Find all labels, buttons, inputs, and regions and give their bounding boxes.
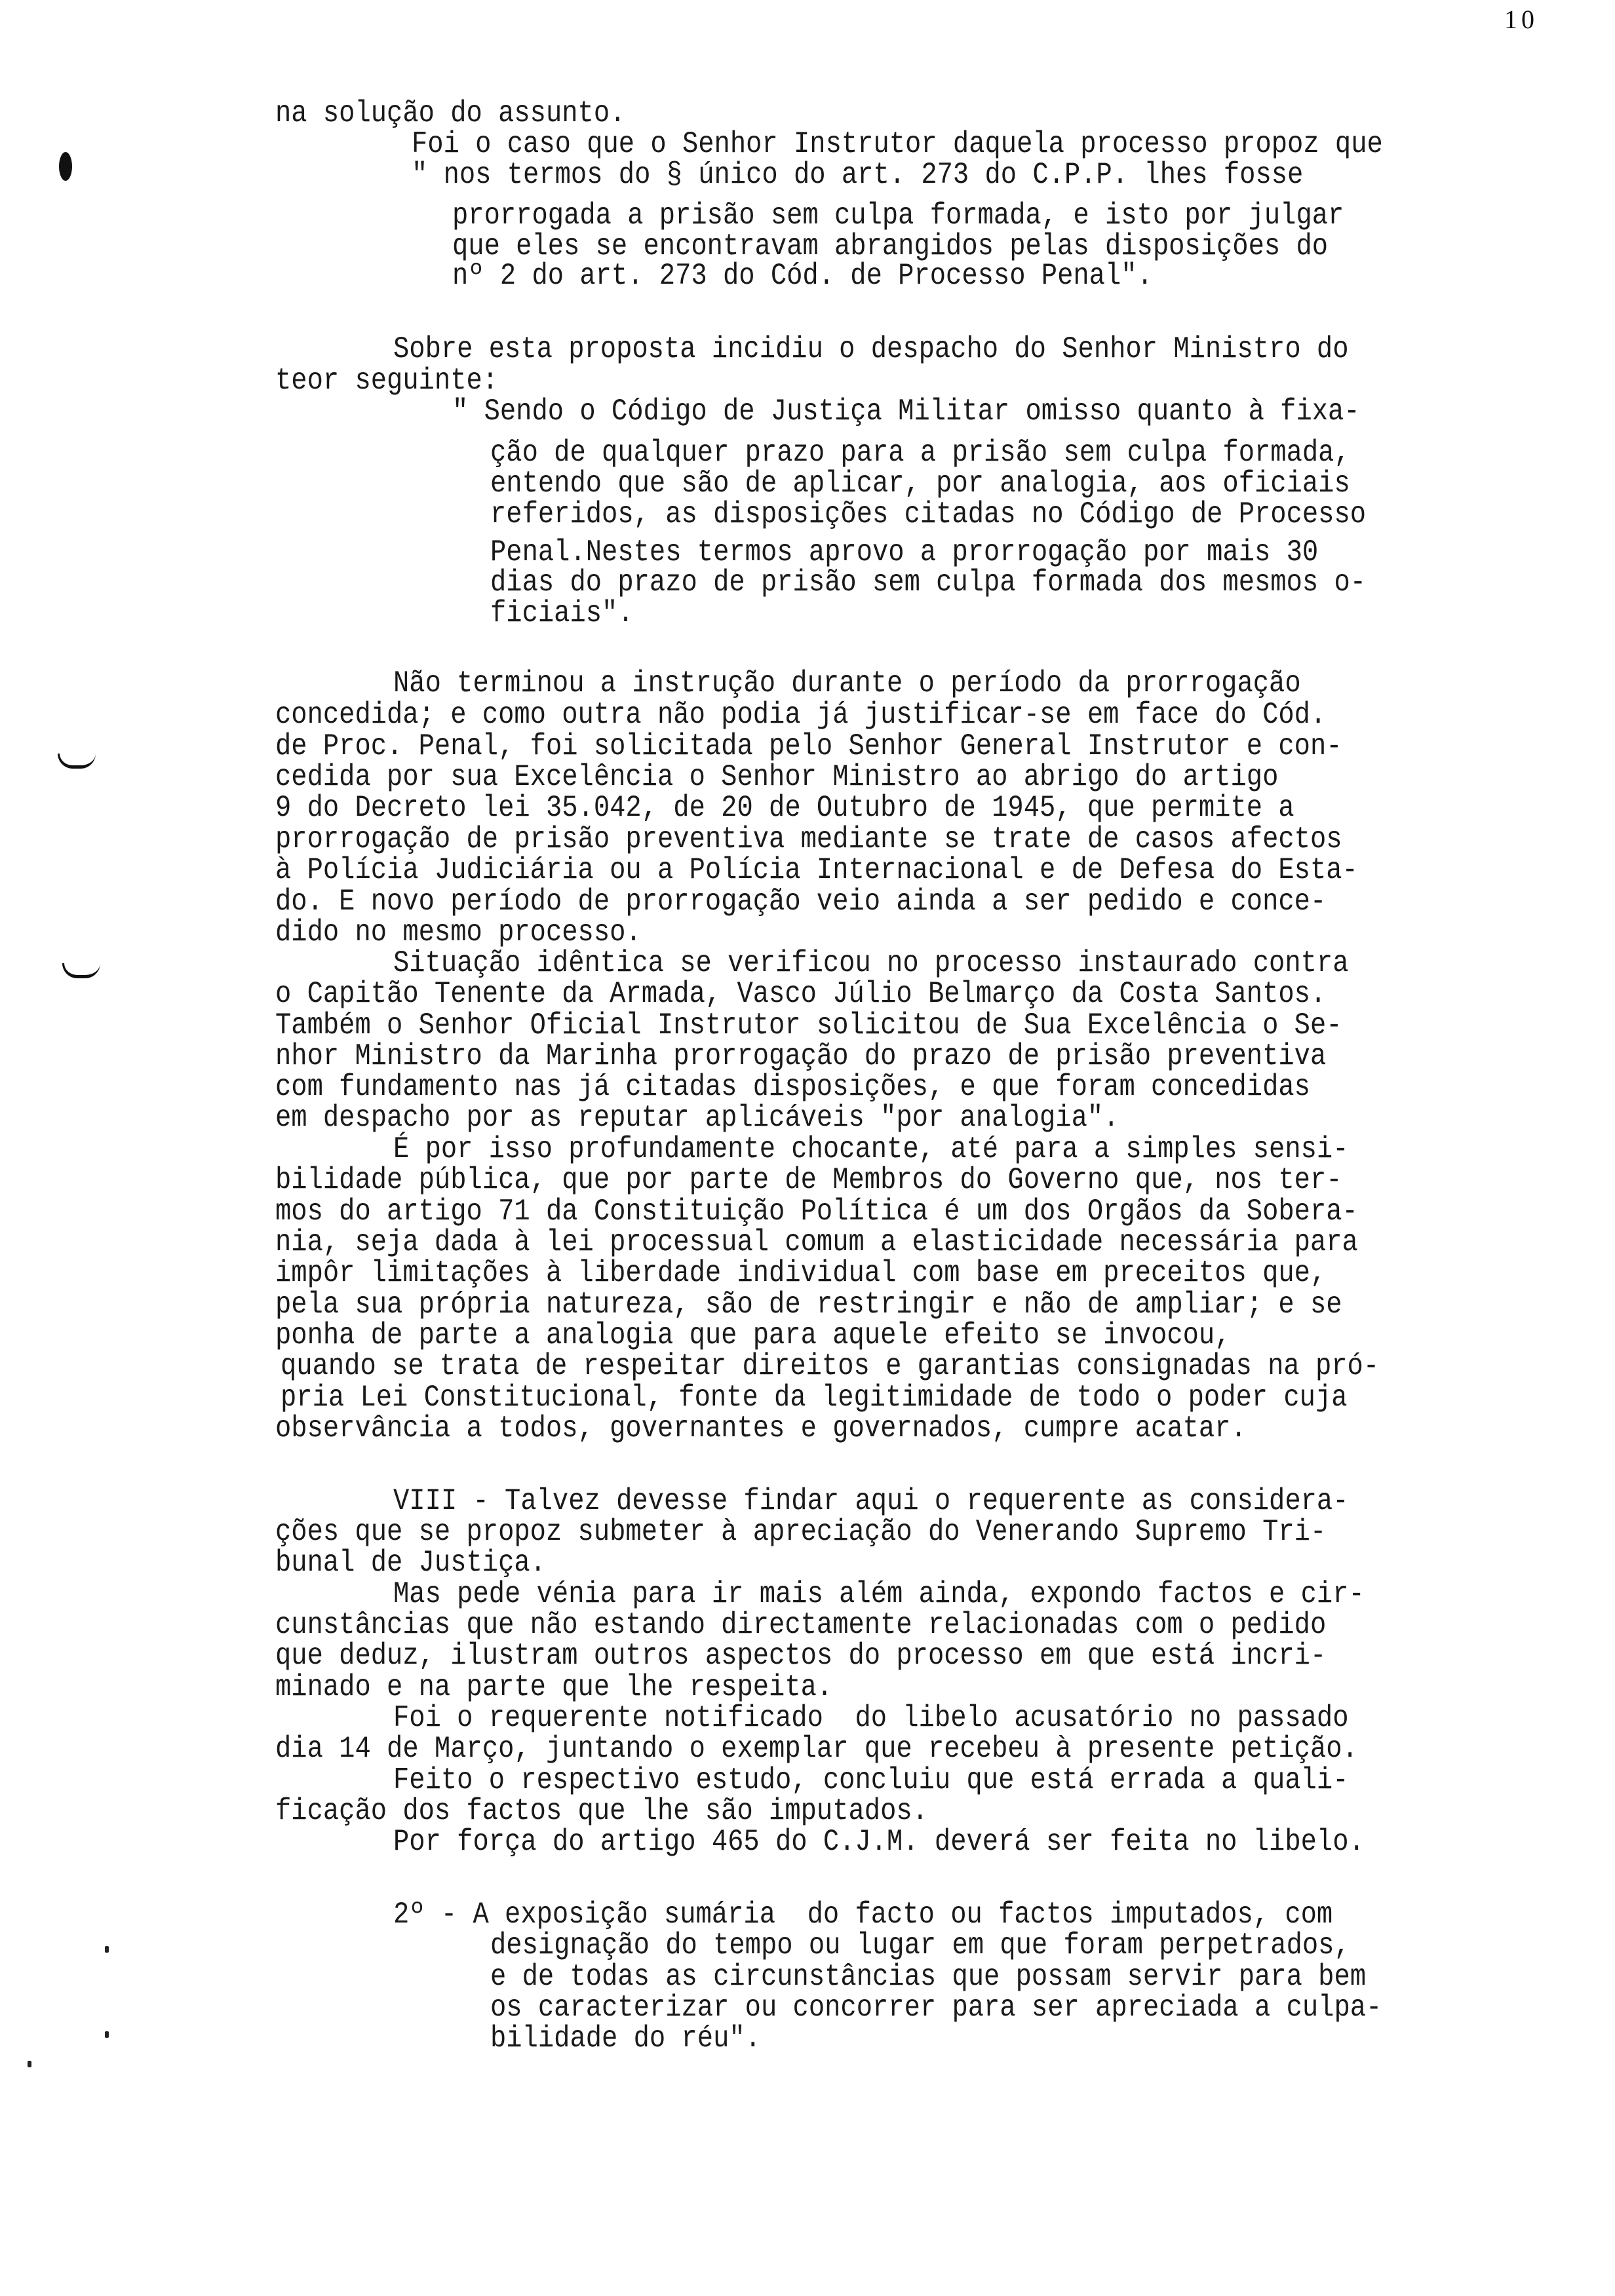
text-line: ponha de parte a analogia que para aquele efeito se invocou,: [275, 1318, 1231, 1352]
text-line: ficação dos factos que lhe são imputados.: [275, 1794, 928, 1828]
text-line: cunstâncias que não estando directamente relacionadas com o pedido: [275, 1608, 1327, 1642]
text-line: Foi o requerente notificado do libelo acusatório no passado: [393, 1701, 1349, 1735]
text-line: do. E novo período de prorrogação veio ainda a ser pedido e conce-: [275, 885, 1327, 919]
text-line: cedida por sua Excelência o Senhor Ministro ao abrigo do artigo: [275, 760, 1279, 794]
text-line: nia, seja dada à lei processual comum a elasticidade necessária para: [275, 1225, 1358, 1259]
text-line: bilidade do réu".: [490, 2021, 761, 2056]
text-line: e de todas as circunstâncias que possam servir para bem: [490, 1960, 1367, 1994]
text-line: Por força do artigo 465 do C.J.M. deverá ser feita no libelo.: [393, 1825, 1365, 1859]
ink-speck-icon: [105, 2031, 109, 2038]
punch-hole-arc-icon: [58, 754, 96, 769]
text-line: pria Lei Constitucional, fonte da legitimidade de todo o poder cuja: [281, 1381, 1348, 1415]
text-line: pela sua própria natureza, são de restringir e não de ampliar; e se: [275, 1288, 1342, 1322]
text-line: designação do tempo ou lugar em que foram perpetrados,: [490, 1928, 1350, 1962]
text-line: o Capitão Tenente da Armada, Vasco Júlio Belmarço da Costa Santos.: [275, 977, 1327, 1011]
text-line: prorrogação de prisão preventiva mediante se trate de casos afectos: [275, 822, 1342, 856]
text-line: ções que se propoz submeter à apreciação do Venerando Supremo Tri-: [275, 1515, 1327, 1549]
text-line: dido no mesmo processo.: [275, 915, 642, 949]
text-line: É por isso profundamente chocante, até para a simples sensi-: [393, 1132, 1349, 1166]
text-line: Penal.Nestes termos aprovo a prorrogação por mais 30: [490, 535, 1319, 569]
text-line: " nos termos do § único do art. 273 do C.P.P. lhes fosse: [412, 158, 1304, 192]
text-line: à Polícia Judiciária ou a Polícia Internacional e de Defesa do Esta-: [275, 853, 1358, 887]
text-line: referidos, as disposições citadas no Código de Processo: [490, 497, 1367, 531]
punch-hole-dot-icon: [59, 152, 72, 181]
text-line: ção de qualquer prazo para a prisão sem culpa formada,: [490, 436, 1350, 470]
text-line: observância a todos, governantes e governados, cumpre acatar.: [275, 1411, 1247, 1445]
text-line: bilidade pública, que por parte de Membros do Governo que, nos ter-: [275, 1163, 1342, 1197]
text-line: 2º - A exposição sumária do facto ou factos imputados, com: [393, 1898, 1333, 1932]
text-line: 9 do Decreto lei 35.042, de 20 de Outubro de 1945, que permite a: [275, 791, 1294, 825]
text-line: mos do artigo 71 da Constituição Política é um dos Orgãos da Sobera-: [275, 1195, 1358, 1229]
text-line: minado e na parte que lhe respeita.: [275, 1670, 833, 1704]
text-line: em despacho por as reputar aplicáveis "por analogia".: [275, 1101, 1119, 1135]
text-line: nº 2 do art. 273 do Cód. de Processo Penal".: [452, 259, 1153, 293]
text-line: bunal de Justiça.: [275, 1546, 546, 1580]
text-line: com fundamento nas já citadas disposições, e que foram concedidas: [275, 1070, 1310, 1104]
text-line: Não terminou a instrução durante o período da prorrogação: [393, 666, 1301, 700]
text-line: quando se trata de respeitar direitos e garantias consignadas na pró-: [281, 1349, 1380, 1383]
text-line: impôr limitações à liberdade individual com base em preceitos que,: [275, 1256, 1327, 1290]
text-line: dia 14 de Março, juntando o exemplar que recebeu à presente petição.: [275, 1732, 1358, 1766]
text-line: " Sendo o Código de Justiça Militar omisso quanto à fixa-: [452, 394, 1360, 429]
page-number: 10: [1504, 5, 1538, 34]
text-line: teor seguinte:: [275, 364, 499, 398]
text-line: que eles se encontravam abrangidos pelas disposições do: [452, 229, 1329, 263]
text-line: na solução do assunto.: [275, 96, 626, 130]
text-line: Foi o caso que o Senhor Instrutor daquela processo propoz que: [412, 127, 1383, 161]
text-line: VIII - Talvez devesse findar aqui o requerente as considera-: [393, 1484, 1349, 1518]
text-line: Sobre esta proposta incidiu o despacho do Senhor Ministro do: [393, 332, 1349, 366]
text-line: Também o Senhor Oficial Instrutor solicitou de Sua Excelência o Se-: [275, 1008, 1342, 1043]
text-line: concedida; e como outra não podia já justificar-se em face do Cód.: [275, 698, 1327, 732]
text-line: de Proc. Penal, foi solicitada pelo Senhor General Instrutor e con-: [275, 729, 1342, 763]
text-line: ficiais".: [490, 596, 634, 630]
ink-speck-icon: [28, 2061, 31, 2067]
text-line: os caracterizar ou concorrer para ser apreciada a culpa-: [490, 1991, 1382, 2025]
ink-speck-icon: [105, 1946, 109, 1953]
text-line: nhor Ministro da Marinha prorrogação do prazo de prisão preventiva: [275, 1039, 1327, 1073]
punch-hole-arc-icon: [62, 963, 100, 978]
text-line: dias do prazo de prisão sem culpa formada dos mesmos o-: [490, 565, 1367, 600]
text-line: que deduz, ilustram outros aspectos do processo em que está incri-: [275, 1639, 1327, 1673]
text-line: prorrogada a prisão sem culpa formada, e isto por julgar: [452, 199, 1344, 233]
text-line: Feito o respectivo estudo, concluiu que está errada a quali-: [393, 1763, 1349, 1797]
text-line: Mas pede vénia para ir mais além ainda, expondo factos e cir-: [393, 1577, 1365, 1611]
text-line: Situação idêntica se verificou no processo instaurado contra: [393, 946, 1349, 980]
text-line: entendo que são de aplicar, por analogia, aos oficiais: [490, 467, 1350, 501]
